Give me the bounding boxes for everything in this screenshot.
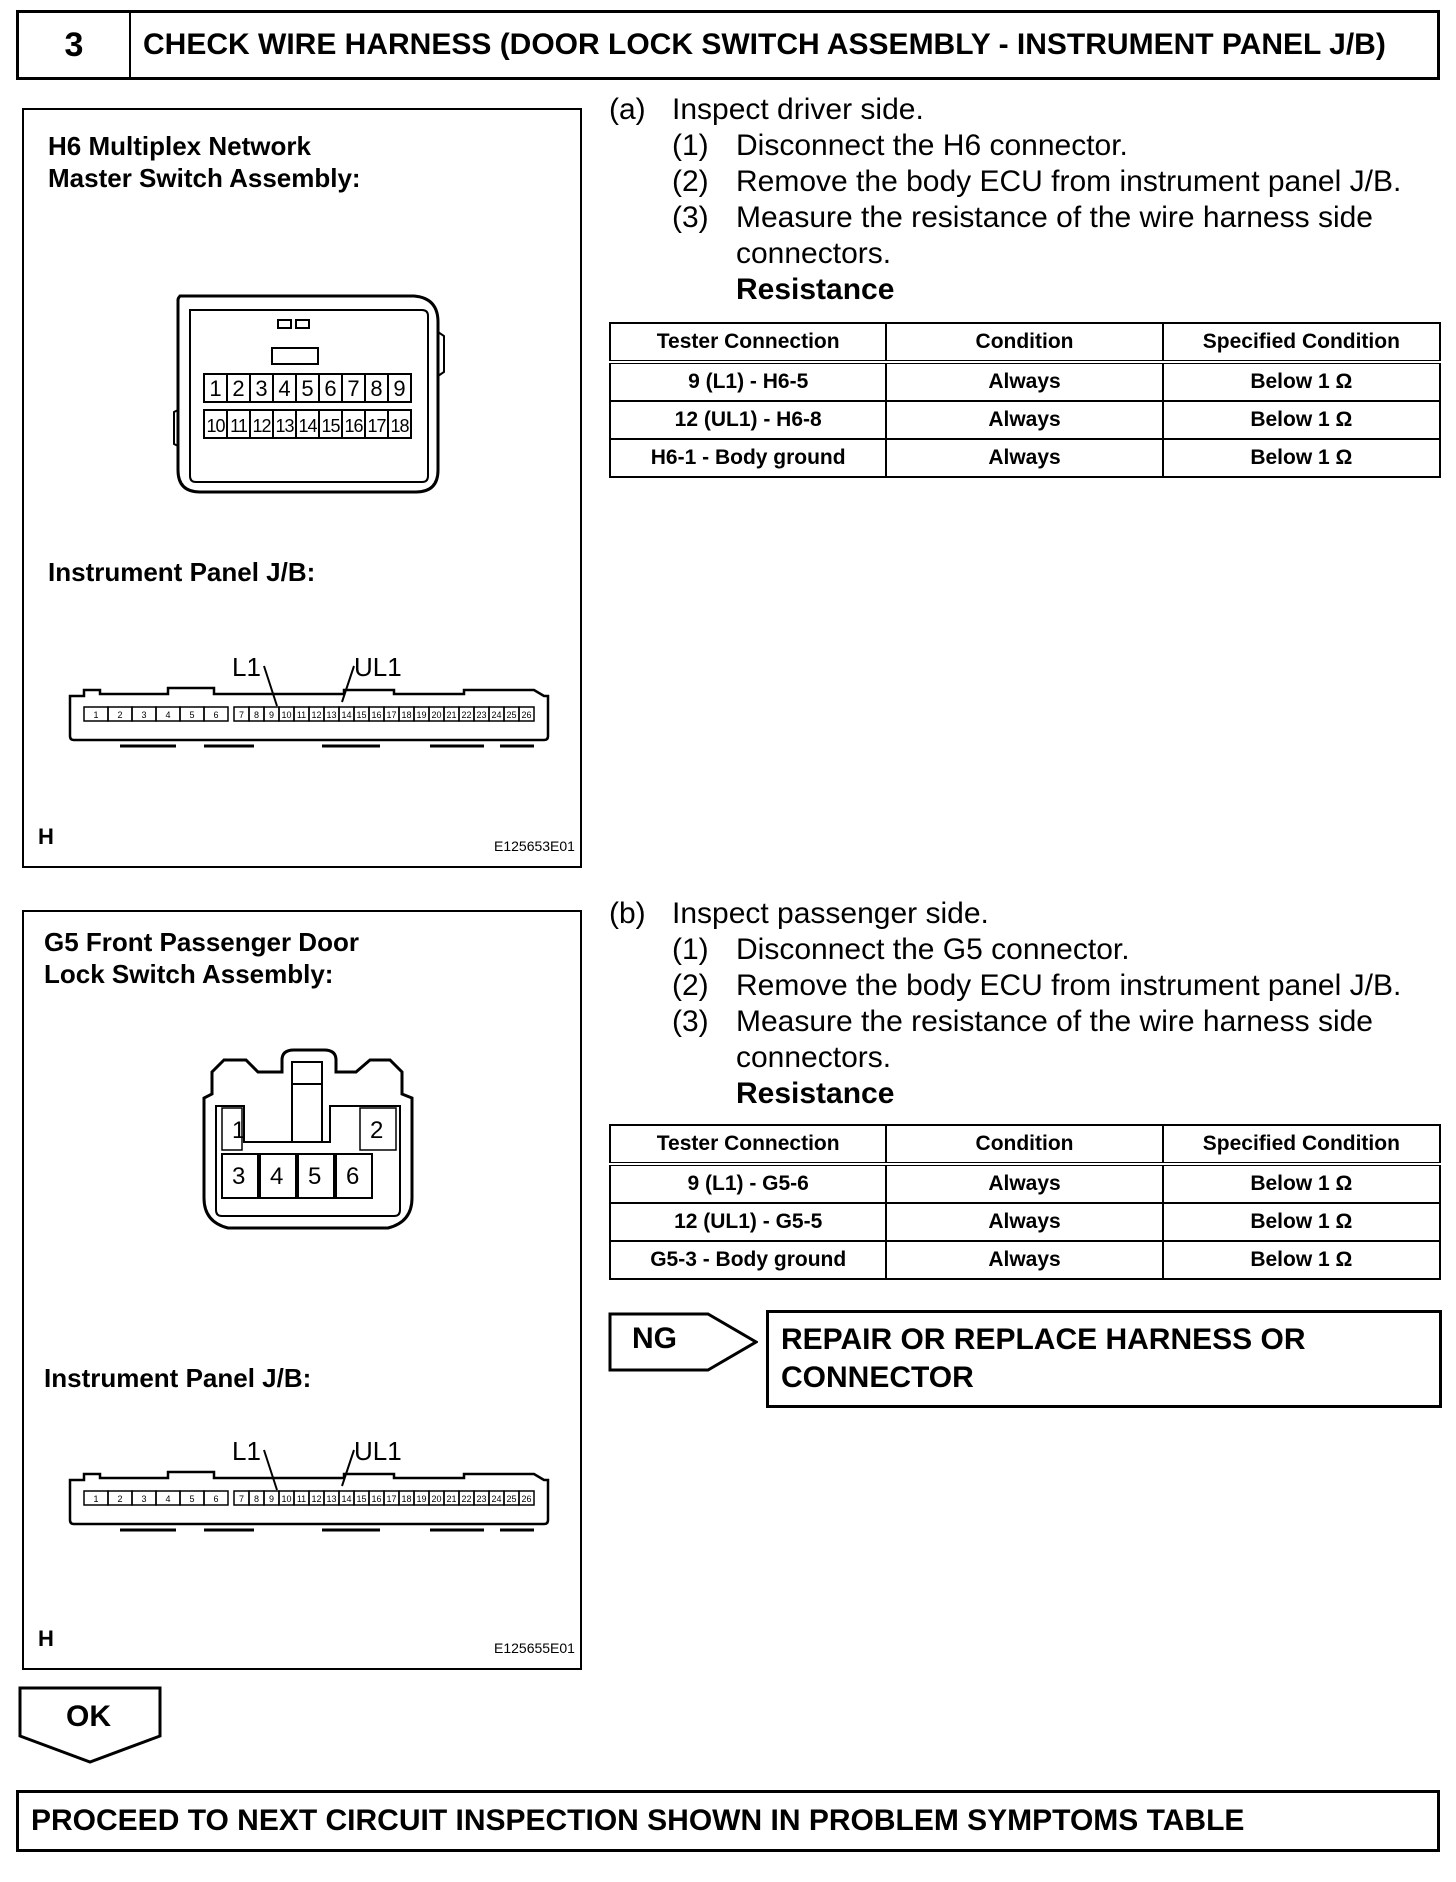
- jb-pin: 24: [491, 710, 502, 720]
- h6-pin: 6: [324, 376, 337, 401]
- table-cell: 9 (L1) - H6-5: [610, 362, 886, 401]
- jb-pin: 5: [189, 710, 195, 720]
- table-row: [610, 1203, 1440, 1241]
- jb-pin: 22: [461, 1494, 472, 1504]
- section-a-heading: Inspect driver side.: [672, 93, 924, 126]
- ng-result-box: [766, 1310, 1442, 1408]
- section-b-step3-text: Measure the resistance of the wire harness side: [736, 1005, 1373, 1038]
- header-condition: Condition: [886, 1125, 1162, 1164]
- h6-pin: 9: [393, 376, 406, 401]
- figure-b-title-line1: G5 Front Passenger Door: [44, 927, 359, 957]
- jb-pin: 25: [506, 710, 517, 720]
- table-header-row: [610, 323, 1440, 362]
- jb-pin: 15: [356, 1494, 367, 1504]
- header-tester-connection: Tester Connection: [610, 323, 886, 362]
- jb-pin: 19: [416, 710, 427, 720]
- section-a-step2-num: (2): [672, 165, 709, 198]
- ng-arrow: [608, 1312, 758, 1372]
- jb-pin: 7: [238, 1494, 245, 1504]
- g5-pin: 5: [308, 1163, 322, 1190]
- table-cell: H6-1 - Body ground: [610, 439, 886, 477]
- jb-pin: 19: [416, 1494, 427, 1504]
- jb-pin: 5: [189, 1494, 195, 1504]
- figure-a-code: E125653E01: [494, 838, 575, 854]
- jb-pin: 25: [506, 1494, 517, 1504]
- jb-pin: 6: [213, 1494, 219, 1504]
- h6-pin: 10: [206, 416, 225, 436]
- figure-b-title-line2: Lock Switch Assembly:: [44, 959, 334, 989]
- jb-pin: 10: [281, 710, 292, 720]
- jb-pin: 24: [491, 1494, 502, 1504]
- g5-pin: 6: [346, 1163, 360, 1190]
- table-cell: G5-3 - Body ground: [610, 1241, 886, 1279]
- section-b-label: (b): [609, 897, 646, 930]
- g5-connector-diagram: [24, 912, 580, 1668]
- jb-pin: 13: [326, 1494, 337, 1504]
- jb-pin: 12: [311, 710, 322, 720]
- final-instruction: PROCEED TO NEXT CIRCUIT INSPECTION SHOWN IN PROBLEM SYMPTOMS TABLE: [16, 1790, 1440, 1852]
- table-cell: 12 (UL1) - H6-8: [610, 401, 886, 439]
- table-row: [610, 1241, 1440, 1279]
- table-cell: Always: [886, 439, 1162, 477]
- header-specified-condition: Specified Condition: [1163, 323, 1440, 362]
- resistance-table-a: [609, 322, 1441, 478]
- section-a-resistance-label: Resistance: [736, 273, 895, 306]
- table-cell: Below 1 Ω: [1163, 401, 1440, 439]
- jb-pin: 20: [431, 710, 442, 720]
- jb-connector-b: [64, 1420, 554, 1550]
- section-a-step3-cont: connectors.: [736, 237, 892, 270]
- g5-pin: 2: [370, 1117, 384, 1144]
- section-a-step2-text: Remove the body ECU from instrument panel J/B.: [736, 165, 1402, 198]
- jb-pin: 15: [356, 710, 367, 720]
- h6-pin: 8: [370, 376, 383, 401]
- section-b-step3-cont: connectors.: [736, 1041, 892, 1074]
- g5-pin: 4: [270, 1163, 284, 1190]
- section-a-step3-num: (3): [672, 201, 709, 234]
- section-b-heading: Inspect passenger side.: [672, 897, 989, 930]
- section-b-step1-num: (1): [672, 933, 709, 966]
- jb-pin: 3: [141, 710, 147, 720]
- jb-pin: 12: [311, 1494, 322, 1504]
- table-row: [610, 362, 1440, 401]
- section-b-step3-num: (3): [672, 1005, 709, 1038]
- jb-pin: 1: [93, 1494, 99, 1504]
- table-row: [610, 1164, 1440, 1203]
- step-header: [16, 10, 1440, 80]
- jb-pin: 23: [476, 1494, 487, 1504]
- figure-a-title-line2: Master Switch Assembly:: [48, 163, 361, 193]
- jb-pin: 13: [326, 710, 337, 720]
- table-cell: Always: [886, 1241, 1162, 1279]
- figure-a-corner-letter: H: [38, 824, 54, 849]
- ng-result-line2: CONNECTOR: [781, 1361, 974, 1394]
- table-cell: Below 1 Ω: [1163, 362, 1440, 401]
- table-cell: Always: [886, 1203, 1162, 1241]
- jb-pin: 26: [521, 1494, 532, 1504]
- jb-pin: 11: [296, 1494, 307, 1504]
- jb-pin: 26: [521, 710, 532, 720]
- jb-pin: 18: [401, 1494, 412, 1504]
- h6-pin: 15: [321, 416, 340, 436]
- h6-pin: 13: [275, 416, 294, 436]
- figure-a-jb-label: Instrument Panel J/B:: [48, 557, 316, 587]
- table-cell: Always: [886, 401, 1162, 439]
- section-b-step2-num: (2): [672, 969, 709, 1002]
- jb-pin: 23: [476, 710, 487, 720]
- jb-pin: 16: [371, 1494, 382, 1504]
- h6-pin: 12: [252, 416, 271, 436]
- table-cell: 12 (UL1) - G5-5: [610, 1203, 886, 1241]
- figure-passenger-side: [22, 910, 582, 1670]
- jb-pin: 8: [253, 710, 260, 720]
- header-condition: Condition: [886, 323, 1162, 362]
- jb-pin: 8: [253, 1494, 260, 1504]
- jb-pin: 18: [401, 710, 412, 720]
- figure-b-corner-letter: H: [38, 1626, 54, 1651]
- jb-pin: 9: [268, 710, 275, 720]
- step-title: CHECK WIRE HARNESS (DOOR LOCK SWITCH ASSEMBLY - INSTRUMENT PANEL J/B): [143, 28, 1386, 61]
- table-header-row: [610, 1125, 1440, 1164]
- jb-pin: 10: [281, 1494, 292, 1504]
- jb-pin: 2: [117, 1494, 123, 1504]
- h6-pin: 17: [367, 416, 386, 436]
- table-cell: 9 (L1) - G5-6: [610, 1164, 886, 1203]
- table-cell: Below 1 Ω: [1163, 1164, 1440, 1203]
- section-a-step1-text: Disconnect the H6 connector.: [736, 129, 1128, 162]
- ng-label: NG: [632, 1322, 677, 1355]
- h6-pin: 11: [230, 416, 247, 436]
- section-a-step3-text: Measure the resistance of the wire harness side: [736, 201, 1373, 234]
- h6-pin: 5: [301, 376, 314, 401]
- table-cell: Below 1 Ω: [1163, 1203, 1440, 1241]
- jb-pin: 4: [165, 1494, 171, 1504]
- jb-pin: 2: [117, 710, 123, 720]
- h6-pin: 2: [232, 376, 245, 401]
- jb-pin: 11: [296, 710, 307, 720]
- h6-pin: 3: [255, 376, 268, 401]
- jb-pin: 3: [141, 1494, 147, 1504]
- section-b-step2-text: Remove the body ECU from instrument panel J/B.: [736, 969, 1402, 1002]
- step-number: 3: [19, 13, 131, 77]
- ng-result-line1: REPAIR OR REPLACE HARNESS OR: [781, 1323, 1306, 1356]
- table-row: [610, 401, 1440, 439]
- h6-pin: 18: [390, 416, 409, 436]
- h6-pin: 7: [347, 376, 360, 401]
- section-b-resistance-label: Resistance: [736, 1077, 895, 1110]
- callout-ul1-a: UL1: [354, 652, 402, 682]
- jb-pin: 6: [213, 710, 219, 720]
- jb-pin: 9: [268, 1494, 275, 1504]
- ok-label: OK: [66, 1700, 111, 1733]
- table-cell: Below 1 Ω: [1163, 439, 1440, 477]
- figure-a-title-line1: H6 Multiplex Network: [48, 131, 311, 161]
- table-row: [610, 439, 1440, 477]
- section-a-label: (a): [609, 93, 646, 126]
- h6-pin: 4: [278, 376, 291, 401]
- figure-driver-side: [22, 108, 582, 868]
- jb-pin: 16: [371, 710, 382, 720]
- jb-pin: 22: [461, 710, 472, 720]
- section-b-step1-text: Disconnect the G5 connector.: [736, 933, 1130, 966]
- jb-pin: 21: [446, 1494, 457, 1504]
- table-cell: Below 1 Ω: [1163, 1241, 1440, 1279]
- jb-pin: 21: [446, 710, 457, 720]
- resistance-table-b: [609, 1124, 1441, 1280]
- jb-pin: 17: [386, 710, 397, 720]
- figure-b-jb-label: Instrument Panel J/B:: [44, 1363, 312, 1393]
- header-specified-condition: Specified Condition: [1163, 1125, 1440, 1164]
- jb-pin: 20: [431, 1494, 442, 1504]
- jb-pin: 14: [341, 1494, 352, 1504]
- table-cell: Always: [886, 1164, 1162, 1203]
- h6-pin: 14: [298, 416, 317, 436]
- jb-pin: 17: [386, 1494, 397, 1504]
- jb-pin: 14: [341, 710, 352, 720]
- table-cell: Always: [886, 362, 1162, 401]
- callout-ul1-b: UL1: [354, 1436, 402, 1466]
- g5-pin: 3: [232, 1163, 246, 1190]
- header-tester-connection: Tester Connection: [610, 1125, 886, 1164]
- callout-l1-a: L1: [232, 652, 261, 682]
- g5-pin: 1: [232, 1117, 246, 1144]
- callout-l1-b: L1: [232, 1436, 261, 1466]
- h6-pin: 1: [209, 376, 222, 401]
- h6-pin: 16: [344, 416, 363, 436]
- jb-pin: 4: [165, 710, 171, 720]
- section-a-step1-num: (1): [672, 129, 709, 162]
- jb-connector-a: [64, 636, 554, 766]
- jb-pin: 1: [93, 710, 99, 720]
- jb-pin: 7: [238, 710, 245, 720]
- figure-b-code: E125655E01: [494, 1640, 575, 1656]
